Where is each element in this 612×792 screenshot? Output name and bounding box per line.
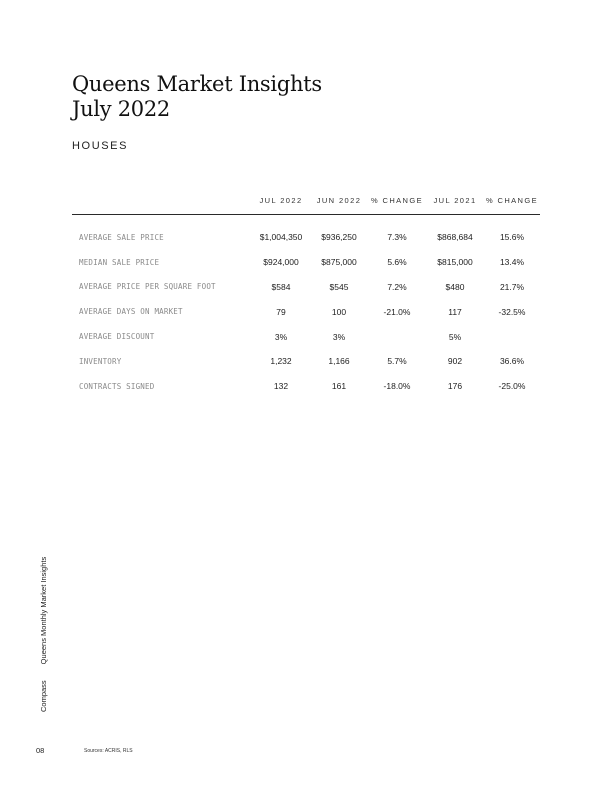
table-cell: $936,250 — [321, 232, 357, 243]
table-cell: -32.5% — [498, 306, 526, 317]
row-label: INVENTORY — [79, 356, 122, 366]
table-cell: 5.7% — [387, 356, 407, 367]
table-cell: 79 — [276, 306, 286, 317]
section-heading: HOUSES — [72, 140, 129, 152]
page-number: 08 — [36, 746, 45, 755]
row-label: AVERAGE PRICE PER SQUARE FOOT — [79, 282, 216, 292]
sidebar-running-header — [39, 557, 48, 712]
row-label: CONTRACTS SIGNED — [79, 381, 155, 391]
table-cell: 132 — [273, 381, 289, 392]
table-cell: $875,000 — [321, 257, 357, 268]
table-cell: 5% — [448, 331, 462, 342]
table-row — [72, 349, 540, 374]
table-cell — [368, 324, 426, 349]
table-cell: $545 — [329, 281, 349, 292]
table-cell: 1,166 — [328, 356, 350, 367]
table-cell: 161 — [331, 381, 347, 392]
table-row — [72, 324, 540, 349]
sources-note: Sources: ACRIS, RLS — [84, 748, 133, 754]
table-cell: 3% — [332, 331, 346, 342]
row-label: MEDIAN SALE PRICE — [79, 257, 160, 267]
table-cell: $815,000 — [437, 257, 473, 268]
table-cell: 7.3% — [387, 232, 407, 243]
page-title — [72, 72, 322, 122]
table-cell: $1,004,350 — [259, 232, 303, 243]
column-header: % CHANGE — [484, 190, 540, 215]
market-data-table — [72, 190, 540, 399]
table-cell: 5.6% — [387, 257, 407, 268]
table-cell: $584 — [271, 281, 291, 292]
table-cell: 3% — [274, 331, 288, 342]
table-cell: 13.4% — [499, 257, 525, 268]
table-header-row — [72, 190, 540, 215]
table-cell: $924,000 — [263, 257, 299, 268]
page-title-line-2: July 2022 — [72, 97, 170, 121]
table-cell: 902 — [447, 356, 463, 367]
table-cell: 117 — [448, 306, 462, 317]
table-cell: 176 — [447, 381, 463, 392]
table-cell: -18.0% — [383, 381, 411, 392]
table-cell: 1,232 — [270, 356, 292, 367]
row-label: AVERAGE SALE PRICE — [79, 232, 164, 242]
row-label: AVERAGE DAYS ON MARKET — [79, 307, 183, 317]
table-cell: 36.6% — [499, 356, 525, 367]
table-cell — [484, 324, 540, 349]
table-row — [72, 374, 540, 399]
column-header: JUL 2021 — [426, 190, 484, 215]
table-row — [72, 275, 540, 300]
brand-name: Compass — [39, 680, 48, 712]
table-row — [72, 215, 540, 250]
table-cell: $480 — [445, 281, 465, 292]
publication-name: Queens Monthly Market Insights — [39, 556, 48, 665]
column-header: JUN 2022 — [310, 190, 368, 215]
table-cell: -25.0% — [498, 381, 526, 392]
table-header-empty — [72, 190, 252, 215]
column-header: % CHANGE — [368, 190, 426, 215]
table-row — [72, 250, 540, 275]
table-cell: 21.7% — [499, 281, 525, 292]
table-row — [72, 299, 540, 324]
table-cell: 100 — [331, 306, 347, 317]
table-cell: 15.6% — [499, 232, 525, 243]
row-label: AVERAGE DISCOUNT — [79, 332, 155, 342]
column-header: JUL 2022 — [252, 190, 310, 215]
table-cell: -21.0% — [383, 306, 411, 317]
page-title-line-1: Queens Market Insights — [72, 72, 322, 96]
table-cell: $868,684 — [437, 232, 473, 243]
table-cell: 7.2% — [387, 281, 407, 292]
